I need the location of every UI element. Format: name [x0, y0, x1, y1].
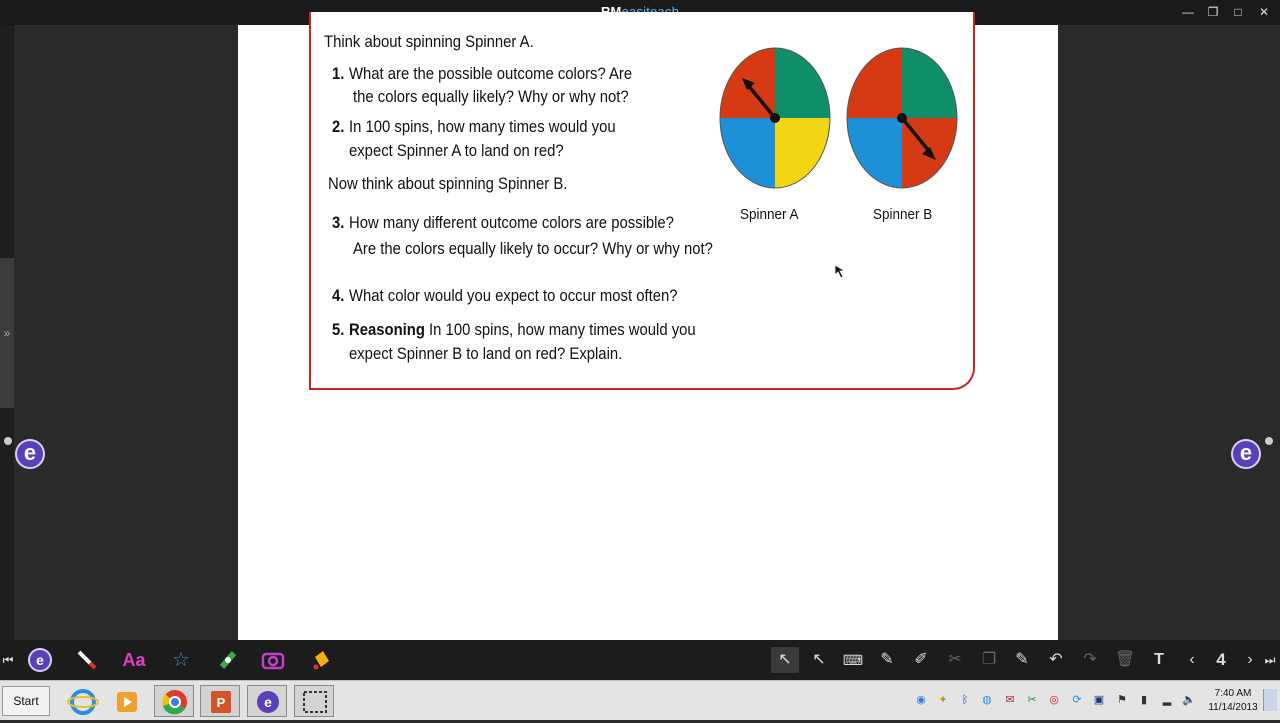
taskbar-media-player-icon[interactable]: [106, 685, 146, 717]
q5-reasoning-label: Reasoning: [349, 321, 425, 339]
copy-icon[interactable]: ❐: [981, 651, 997, 668]
q1-line2: the colors equally likely? Why or why not?: [353, 88, 629, 106]
easiteach-menu-icon[interactable]: [26, 647, 54, 673]
delete-icon[interactable]: 🗑: [1114, 651, 1136, 668]
text-tool-icon[interactable]: Aa: [122, 650, 146, 670]
start-label: Start: [13, 694, 39, 708]
tray-icon-5[interactable]: ✉: [1005, 694, 1015, 706]
spinner-a-blue-sector: [720, 118, 775, 188]
star-shape-icon[interactable]: ☆: [172, 649, 190, 671]
restore-icon[interactable]: ❐: [1207, 5, 1219, 19]
paste-icon[interactable]: ✎: [1015, 651, 1029, 668]
left-dot-icon: [4, 437, 12, 445]
tray-globe-icon[interactable]: ◍: [982, 694, 992, 706]
close-icon[interactable]: ✕: [1258, 5, 1270, 19]
network-icon[interactable]: ▂: [1162, 694, 1172, 706]
power-icon[interactable]: ▮: [1140, 694, 1148, 706]
action-center-flag-icon[interactable]: ⚑: [1117, 694, 1127, 706]
q4-number: 4.: [332, 287, 345, 305]
bluetooth-icon[interactable]: ᛒ: [961, 694, 969, 706]
expand-panel-handle[interactable]: »: [0, 258, 14, 408]
clock-time: 7:40 AM: [1214, 688, 1252, 699]
spinner-a-label: Spinner A: [740, 206, 799, 223]
q2-line2: expect Spinner A to land on red?: [349, 142, 564, 160]
right-easiteach-icon[interactable]: e: [1231, 439, 1261, 469]
q3-line2: Are the colors equally likely to occur? Why or why not?: [353, 240, 713, 258]
taskbar-snipping-icon[interactable]: [294, 685, 334, 717]
intro-spinner-b: Now think about spinning Spinner B.: [328, 175, 568, 193]
taskbar-chrome-icon[interactable]: [154, 685, 194, 717]
maximize-icon[interactable]: □: [1234, 5, 1242, 19]
redo-icon[interactable]: ↷: [1083, 651, 1097, 668]
show-desktop-button[interactable]: [1263, 689, 1277, 711]
q5-line1: [349, 321, 696, 340]
spinner-b-blue-sector: [847, 118, 902, 188]
q3-number: 3.: [332, 214, 345, 232]
undo-icon[interactable]: ↶: [1049, 651, 1063, 668]
tray-icon-1[interactable]: ◉: [916, 694, 926, 706]
svg-text:e: e: [264, 694, 272, 710]
fill-tool-icon[interactable]: [307, 647, 335, 673]
easiteach-toolbar: [0, 640, 1280, 680]
mouse-cursor-icon: [833, 263, 849, 281]
eraser-icon[interactable]: ✐: [914, 651, 928, 668]
text-box-tool-icon[interactable]: T: [1154, 651, 1164, 668]
q5-number: 5.: [332, 321, 345, 339]
q1-line1: What are the possible outcome colors? Are: [349, 65, 633, 83]
spinner-b-green-sector: [902, 48, 957, 118]
svg-text:e: e: [36, 652, 44, 668]
taskbar-ie-icon[interactable]: [62, 685, 102, 717]
spinner-b-label: Spinner B: [873, 206, 933, 223]
expand-toolbar-icon[interactable]: ⏭: [1264, 653, 1276, 667]
pen-tool-icon[interactable]: [73, 647, 101, 673]
spinner-b[interactable]: [847, 48, 957, 188]
next-page-icon[interactable]: ›: [1247, 651, 1253, 668]
highlighter-icon[interactable]: [214, 647, 242, 673]
q3-line1: How many different outcome colors are possible?: [349, 214, 674, 232]
magic-select-icon[interactable]: ↖: [812, 651, 826, 668]
collapse-toolbar-icon[interactable]: ⏮: [2, 653, 14, 667]
right-dot-icon: [1265, 437, 1273, 445]
tray-icon-2[interactable]: ✦: [938, 694, 948, 706]
scissors-icon[interactable]: ✂: [948, 651, 962, 668]
tray-icon-7[interactable]: ◎: [1049, 694, 1059, 706]
select-tool-icon[interactable]: ↖: [771, 647, 799, 673]
spinner-a[interactable]: [720, 48, 830, 188]
spinner-a-green-sector: [775, 48, 830, 118]
spinner-b-pivot: [897, 113, 907, 123]
q2-number: 2.: [332, 118, 345, 136]
svg-text:P: P: [216, 695, 226, 710]
q4-line1: What color would you expect to occur most often?: [349, 287, 678, 305]
taskbar-easiteach-icon[interactable]: [247, 685, 287, 717]
tray-icon-8[interactable]: ⟳: [1072, 694, 1082, 706]
intro-spinner-a: Think about spinning Spinner A.: [324, 33, 534, 51]
q5-line1-text: In 100 spins, how many times would you: [424, 321, 696, 339]
tray-monitor-icon[interactable]: ▣: [1093, 694, 1105, 706]
tray-icon-6[interactable]: ✂: [1027, 694, 1037, 706]
volume-icon[interactable]: 🔈: [1182, 694, 1196, 706]
spinner-b-red-sector-1: [847, 48, 902, 118]
windows-taskbar: [0, 680, 1280, 720]
minimize-icon[interactable]: —: [1182, 5, 1194, 19]
camera-icon[interactable]: [259, 647, 287, 673]
keyboard-icon[interactable]: ⌨: [842, 652, 864, 668]
left-easiteach-icon[interactable]: e: [15, 439, 45, 469]
spinner-a-yellow-sector: [775, 118, 830, 188]
spinners-figure: [715, 43, 965, 193]
previous-page-icon[interactable]: ‹: [1189, 651, 1195, 668]
spinner-a-pivot: [770, 113, 780, 123]
start-button[interactable]: [2, 686, 50, 716]
taskbar-powerpoint-icon[interactable]: [200, 685, 240, 717]
page-number: 4: [1216, 650, 1226, 669]
q1-number: 1.: [332, 65, 345, 83]
q2-line1: In 100 spins, how many times would you: [349, 118, 616, 136]
clock[interactable]: [1204, 687, 1262, 715]
q5-line2: expect Spinner B to land on red? Explain.: [349, 345, 623, 363]
clock-date: 11/14/2013: [1208, 702, 1258, 713]
pen-icon[interactable]: ✎: [880, 651, 894, 668]
